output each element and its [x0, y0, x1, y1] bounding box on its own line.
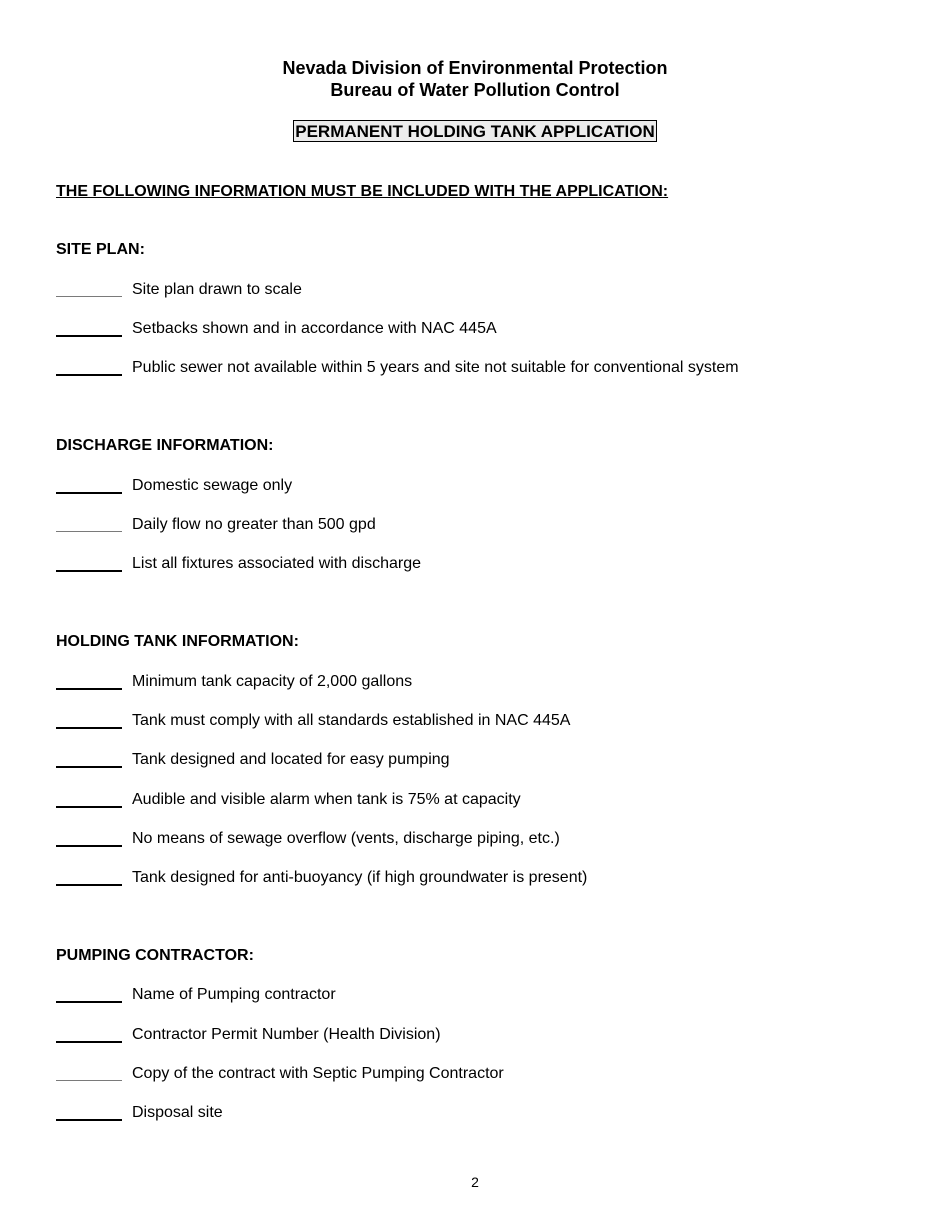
- bureau-name: Bureau of Water Pollution Control: [330, 80, 620, 100]
- checklist-item: [56, 672, 916, 694]
- checkoff-blank[interactable]: [56, 492, 122, 494]
- checklist-item: [56, 319, 916, 341]
- checkoff-blank[interactable]: [56, 727, 122, 729]
- checklist-item: [56, 358, 916, 380]
- checklist-item-label: No means of sewage overflow (vents, discharge piping, etc.): [132, 830, 560, 847]
- checklist-item-label: Tank designed for anti-buoyancy (if high groundwater is present): [132, 869, 588, 886]
- checkoff-blank[interactable]: [56, 374, 122, 376]
- checkoff-blank[interactable]: [56, 766, 122, 768]
- site-plan-heading: SITE PLAN:: [56, 241, 145, 258]
- pumping-contractor-heading: PUMPING CONTRACTOR:: [56, 947, 254, 964]
- checkoff-blank[interactable]: [56, 1001, 122, 1003]
- checklist-item-label: Site plan drawn to scale: [132, 281, 302, 298]
- checklist-item: [56, 1103, 916, 1125]
- checklist-item: [56, 280, 916, 302]
- checklist-item: [56, 1025, 916, 1047]
- page-number: 2: [471, 1174, 479, 1190]
- checklist-item: [56, 515, 916, 537]
- checkoff-blank[interactable]: [56, 296, 122, 297]
- checkoff-blank[interactable]: [56, 884, 122, 886]
- checklist-item: [56, 868, 916, 890]
- checklist-item: [56, 476, 916, 498]
- checklist-item-label: Minimum tank capacity of 2,000 gallons: [132, 673, 413, 690]
- checkoff-blank[interactable]: [56, 531, 122, 532]
- checklist-item: [56, 1064, 916, 1086]
- checkoff-blank[interactable]: [56, 1041, 122, 1043]
- checklist-item-label: Daily flow no greater than 500 gpd: [132, 516, 376, 533]
- checkoff-blank[interactable]: [56, 1119, 122, 1121]
- checklist-item-label: List all fixtures associated with discharge: [132, 555, 422, 572]
- checklist-item-label: Audible and visible alarm when tank is 75% at capacity: [132, 791, 521, 808]
- checklist-item: [56, 750, 916, 772]
- checklist-item: [56, 985, 916, 1007]
- checklist-item-label: Domestic sewage only: [132, 477, 293, 494]
- requirement-statement: THE FOLLOWING INFORMATION MUST BE INCLUDED WITH THE APPLICATION:: [56, 183, 669, 200]
- checklist-item-label: Contractor Permit Number (Health Division): [132, 1026, 441, 1043]
- checklist-item-label: Public sewer not available within 5 years and site not suitable for conventional system: [132, 359, 739, 376]
- checklist-item-label: Setbacks shown and in accordance with NAC 445A: [132, 320, 497, 337]
- form-title-container: [0, 120, 950, 142]
- checklist-item-label: Copy of the contract with Septic Pumping Contractor: [132, 1065, 504, 1082]
- form-title: PERMANENT HOLDING TANK APPLICATION: [295, 122, 655, 141]
- checklist-item: [56, 554, 916, 576]
- checklist-item-label: Tank designed and located for easy pumping: [132, 751, 450, 768]
- checklist-item: [56, 829, 916, 851]
- checklist-item-label: Name of Pumping contractor: [132, 986, 336, 1003]
- checkoff-blank[interactable]: [56, 570, 122, 572]
- checkoff-blank[interactable]: [56, 688, 122, 690]
- checkoff-blank[interactable]: [56, 806, 122, 808]
- checkoff-blank[interactable]: [56, 335, 122, 337]
- discharge-heading: DISCHARGE INFORMATION:: [56, 437, 274, 454]
- holding-tank-heading: HOLDING TANK INFORMATION:: [56, 633, 299, 650]
- checklist-item-label: Tank must comply with all standards established in NAC 445A: [132, 712, 571, 729]
- checklist-item: [56, 711, 916, 733]
- checklist-item: [56, 790, 916, 812]
- checklist-item-label: Disposal site: [132, 1104, 223, 1121]
- checkoff-blank[interactable]: [56, 1080, 122, 1081]
- checkoff-blank[interactable]: [56, 845, 122, 847]
- agency-name: Nevada Division of Environmental Protection: [282, 58, 668, 78]
